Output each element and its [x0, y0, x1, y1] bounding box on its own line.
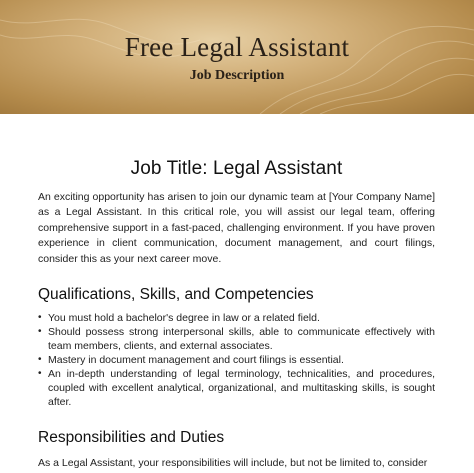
job-title: Job Title: Legal Assistant [130, 158, 343, 179]
bullet-icon: • [38, 326, 42, 338]
responsibilities-intro: As a Legal Assistant, your responsibilities will include, but not be limited to, consider [38, 457, 428, 470]
intro-paragraph: An exciting opportunity has arisen to join our dynamic team at [Your Company Name] as a Legal Assistant. In this critical role, you will assist our legal team, offering comprehensive support in a fast-paced, challenging environment. If you have proven experience in client communication, document management, and court filings, consider this as your next career move. [38, 191, 435, 265]
bullet-icon: • [38, 368, 42, 380]
bullet-icon: • [38, 354, 42, 366]
banner-title: Free Legal Assistant [124, 32, 350, 62]
header-banner [0, 0, 474, 114]
document-body [38, 158, 435, 470]
bullet-icon: • [38, 312, 42, 324]
list-item [38, 325, 435, 353]
qualifications-list [38, 311, 435, 409]
list-item [38, 353, 435, 367]
list-item [38, 367, 435, 409]
list-item-text: Mastery in document management and court filings is essential. [48, 354, 344, 367]
list-item-text: An in-depth understanding of legal terminology, technicalities, and procedures, coupled with excellent analytical, organizational, and multitasking skills, is sought after. [48, 368, 435, 409]
responsibilities-heading: Responsibilities and Duties [38, 429, 225, 447]
list-item [38, 311, 435, 325]
banner-subtitle: Job Description [189, 68, 285, 83]
list-item-text: You must hold a bachelor's degree in law or a related field. [48, 312, 320, 325]
qualifications-heading: Qualifications, Skills, and Competencies [38, 286, 314, 304]
list-item-text: Should possess strong interpersonal skills, able to communicate effectively with team members, clients, and external associates. [48, 326, 435, 353]
